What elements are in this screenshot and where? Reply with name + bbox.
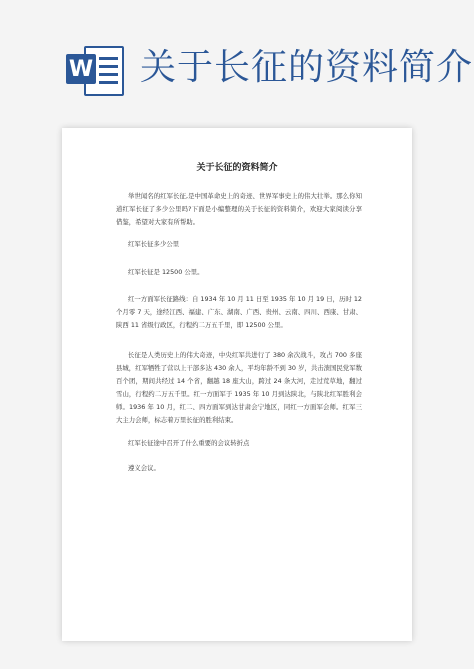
paragraph-miracle: 长征是人类历史上的伟大奇迹，中央红军共进行了 380 余次战斗，攻占 700 多座县城，红军牺牲了营以上干部多达 430 余人，平均年龄不到 30 岁，共击溃国民党军数百个团，期间共经过 14 个省，翻越 18 座大山，跨过 24 条大河，走过荒草地，翻过雪山，行程约二万五千里。红一方面军于 1935 年 10 月到达陕北，与陕北红军胜利会师。1936 年 10 月，红二、四方面军到达甘肃会宁地区，同红一方面军会师。红军三大主力会师，标志着万里长征的胜利结束。 bbox=[116, 351, 362, 424]
paragraph-answer-distance: 红军长征是 12500 公里。 bbox=[128, 268, 204, 276]
paragraph-answer-meeting: 遵义会议。 bbox=[128, 464, 160, 472]
paragraph-question-distance: 红军长征多少公里 bbox=[128, 240, 180, 248]
banner-title: 关于长征的资料简介 bbox=[140, 47, 474, 88]
paragraph-route: 红一方面军长征路线：自 1934 年 10 月 11 日至 1935 年 10 月 19 日，历时 12 个月零 7 天，途经江西、福建、广东、湖南、广西、贵州、云南、四川、西康、甘肃、陕西 11 省级行政区，行程约二万五千里，即 12500 公里。 bbox=[116, 295, 362, 329]
word-badge-letter: W bbox=[66, 54, 96, 84]
paragraph-intro: 举世闻名的红军长征,是中国革命史上的奇迹、世界军事史上的伟大壮举。那么你知道红军长征了多少公里吗?下面是小编整理的关于长征的资料简介，欢迎大家阅读分享借鉴，希望对大家有所帮助。 bbox=[116, 192, 362, 226]
banner bbox=[0, 0, 474, 130]
document-page bbox=[62, 128, 412, 641]
paragraph-question-meeting: 红军长征途中召开了什么重要的会议转折点 bbox=[128, 439, 250, 447]
word-icon bbox=[66, 42, 128, 98]
document-title: 关于长征的资料简介 bbox=[196, 163, 278, 173]
